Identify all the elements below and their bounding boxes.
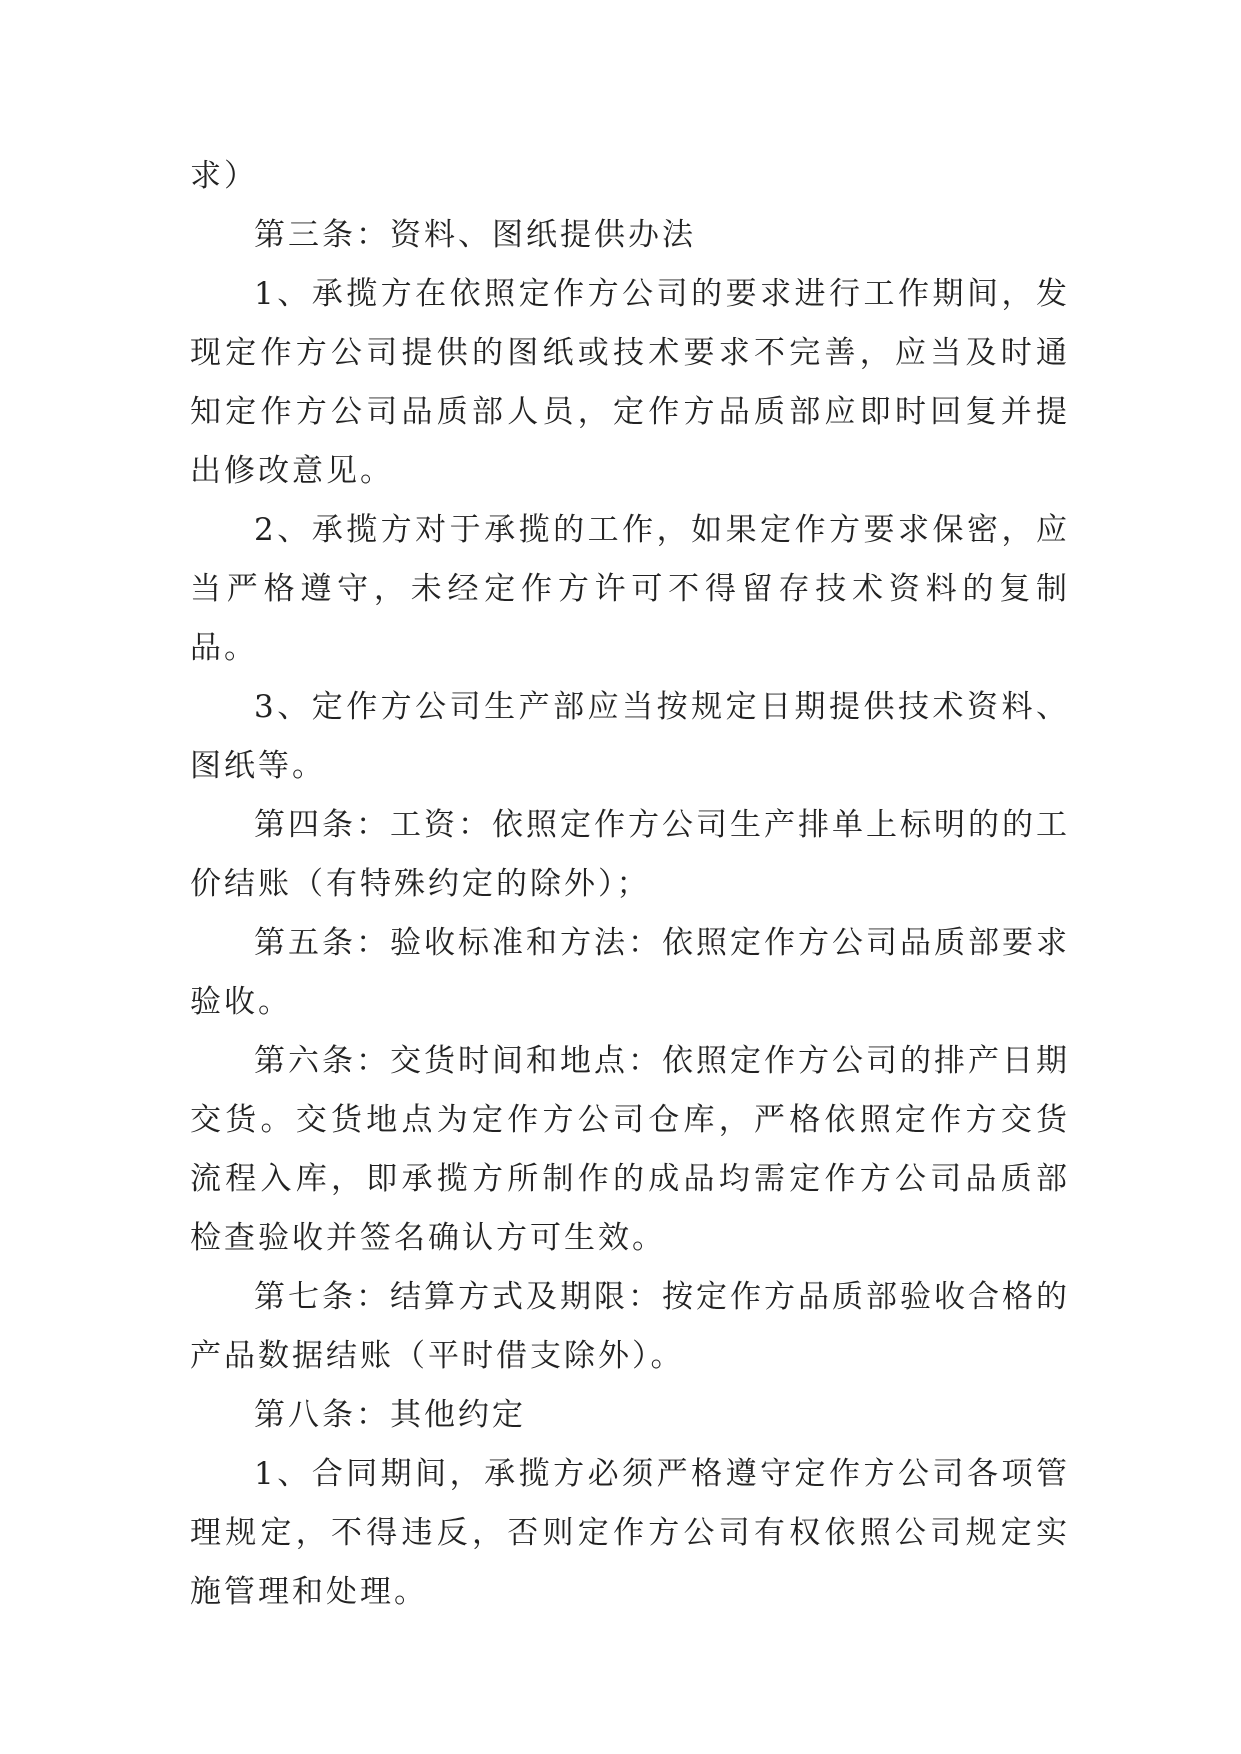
article-8-heading: 第八条：其他约定 — [254, 1397, 526, 1433]
article-4: 第四条：工资：依照定作方公司生产排单上标明的的工价结账（有特殊约定的除外）； — [190, 807, 1070, 902]
paragraph-continuation: 求） — [190, 158, 258, 194]
article-3-clause-1: 1、承揽方在依照定作方公司的要求进行工作期间，发现定作方公司提供的图纸或技术要求不完善，应当及时通知定作方公司品质部人员，定作方品质部应即时回复并提出修改意见。 — [190, 276, 1070, 489]
article-6: 第六条：交货时间和地点：依照定作方公司的排产日期交货。交货地点为定作方公司仓库，严格依照定作方交货流程入库，即承揽方所制作的成品均需定作方公司品质部检查验收并签名确认方可生效。 — [190, 1043, 1070, 1256]
article-3-heading: 第三条：资料、图纸提供办法 — [254, 217, 696, 253]
article-3-clause-3: 3、定作方公司生产部应当按规定日期提供技术资料、图纸等。 — [190, 689, 1070, 784]
article-7: 第七条：结算方式及期限：按定作方品质部验收合格的产品数据结账（平时借支除外）。 — [190, 1279, 1070, 1374]
article-5: 第五条：验收标准和方法：依照定作方公司品质部要求验收。 — [190, 925, 1070, 1020]
document-page — [190, 147, 1070, 1622]
article-8-clause-1: 1、合同期间，承揽方必须严格遵守定作方公司各项管理规定，不得违反，否则定作方公司有权依照公司规定实施管理和处理。 — [190, 1456, 1070, 1610]
article-3-clause-2: 2、承揽方对于承揽的工作，如果定作方要求保密，应当严格遵守，未经定作方许可不得留存技术资料的复制品。 — [190, 512, 1070, 666]
